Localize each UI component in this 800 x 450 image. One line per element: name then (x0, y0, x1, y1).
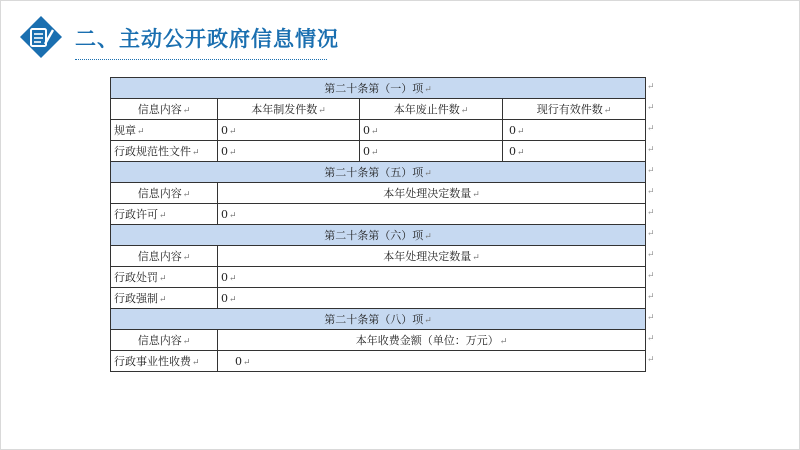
row-end-mark: ↵ (647, 271, 655, 281)
table-cell: 0↵ (218, 120, 360, 141)
document-pen-icon (19, 15, 63, 59)
column-header-row (111, 183, 646, 204)
table-cell: 0↵ (218, 141, 360, 162)
row-end-mark: ↵ (647, 124, 655, 134)
row-end-mark: ↵ (647, 82, 655, 92)
section-title: 第二十条第（八）项↵ (111, 309, 646, 330)
table-row (111, 288, 646, 309)
row-label: 规章↵ (111, 120, 218, 141)
table-row (111, 267, 646, 288)
column-header: 本年处理决定数量↵ (218, 183, 646, 204)
column-header: 本年制发件数↵ (218, 99, 360, 120)
table-row (111, 120, 646, 141)
row-end-mark: ↵ (647, 313, 655, 323)
row-end-mark: ↵ (647, 250, 655, 260)
column-header: 本年处理决定数量↵ (218, 246, 646, 267)
section-header-row (111, 162, 646, 183)
column-header: 现行有效件数↵ (503, 99, 646, 120)
section-title: 第二十条第（一）项↵ (111, 78, 646, 99)
section-header-row (111, 225, 646, 246)
table-row (111, 351, 646, 372)
page-title: 二、主动公开政府信息情况 (75, 27, 339, 51)
table-cell: 0↵ (218, 204, 646, 225)
row-end-mark: ↵ (647, 166, 655, 176)
row-label: 行政事业性收费↵ (111, 351, 218, 372)
row-end-mark: ↵ (647, 292, 655, 302)
table-cell: 0↵ (360, 120, 503, 141)
column-header: 信息内容↵ (111, 246, 218, 267)
row-end-mark: ↵ (647, 187, 655, 197)
row-label: 行政规范性文件↵ (111, 141, 218, 162)
column-header-row (111, 99, 646, 120)
section-title: 第二十条第（六）项↵ (111, 225, 646, 246)
disclosure-table (110, 77, 646, 372)
column-header-row (111, 246, 646, 267)
column-header: 本年废止件数↵ (360, 99, 503, 120)
row-end-mark: ↵ (647, 145, 655, 155)
column-header: 本年收费金额（单位：万元）↵ (218, 330, 646, 351)
section-header-row (111, 78, 646, 99)
row-end-marks (647, 77, 657, 371)
row-end-mark: ↵ (647, 355, 655, 365)
row-label: 行政处罚↵ (111, 267, 218, 288)
table-cell: 0↵ (218, 288, 646, 309)
table-row (111, 141, 646, 162)
row-end-mark: ↵ (647, 103, 655, 113)
section-title: 第二十条第（五）项↵ (111, 162, 646, 183)
table-cell: 0↵ (218, 351, 646, 372)
table-cell: 0↵ (360, 141, 503, 162)
row-end-mark: ↵ (647, 208, 655, 218)
table-row (111, 204, 646, 225)
column-header: 信息内容↵ (111, 183, 218, 204)
column-header-row (111, 330, 646, 351)
column-header: 信息内容↵ (111, 99, 218, 120)
row-end-mark: ↵ (647, 229, 655, 239)
table-cell: 0↵ (503, 141, 646, 162)
row-label: 行政强制↵ (111, 288, 218, 309)
column-header: 信息内容↵ (111, 330, 218, 351)
section-header-row (111, 309, 646, 330)
row-label: 行政许可↵ (111, 204, 218, 225)
table-cell: 0↵ (503, 120, 646, 141)
table-cell: 0↵ (218, 267, 646, 288)
row-end-mark: ↵ (647, 334, 655, 344)
title-underline (75, 59, 327, 60)
